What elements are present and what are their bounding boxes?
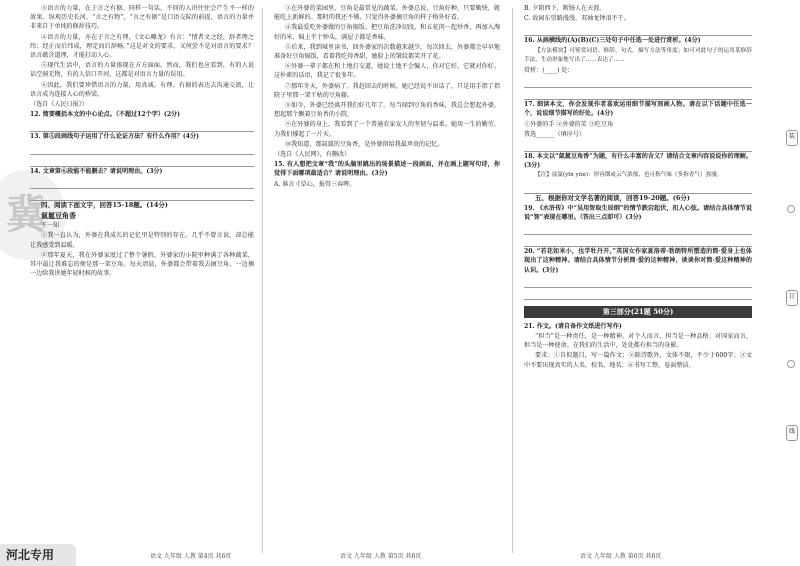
story-paragraph: ⑩我知道，那氤氲的豆角香，是外婆留给我最珍贵的记忆。 — [285, 140, 444, 148]
story-author: 王一知 — [41, 222, 60, 230]
answer-line[interactable] — [30, 189, 254, 201]
story-paragraph: ⑦那年冬天，外婆病了。我赶回去的时候，她已经说不出话了，只是用手指了指院子里那一架干枯的豆角藤。 — [274, 82, 500, 99]
page-footer: 语文 九年级 人教 第5页 共6页 — [340, 553, 422, 560]
binding-tab-xian: 线 — [786, 425, 798, 441]
answer-line[interactable] — [524, 223, 752, 235]
answer-line[interactable] — [30, 155, 254, 167]
part-3-banner: 第三部分(21题 50分) — [524, 306, 752, 318]
essay-requirements: 要求：①自拟题目，写一篇作文；②除诗歌外，文体不限，不少于600字；③文中不要出现真实的人名、校名、地名；④书写工整，卷面整洁。 — [524, 352, 752, 369]
story-paragraph: ⑨在外婆的身上，我看到了一个普通农家女人的坚韧与温柔。她用一生的勤劳，为我们撑起了一片天。 — [274, 121, 500, 138]
essay-paragraph: ③语言的力量，在于言之有据。同样一句话，不同的人讲往往会产生不一样的效果。纵观历史长河，“言之有物”，“言之有据”是口语交际的前提，语言的力量并非来自于单纯的修辞技巧。 — [30, 5, 254, 31]
section-5-heading: 五、根据你对文学名著的阅读，回答19-20题。(6分) — [535, 193, 690, 202]
story-paragraph: ④我最爱吃外婆做的豆角焖饭。把豆角洗净切段，和五花肉一起炒香，再加入淘好的米，焖上半个钟头，满屋子都是香味。 — [274, 24, 500, 41]
q18-note: 【注】氤氲(yīn yūn)：形容烟或云气浓郁，也可指气味（多指香气）弥漫。 — [535, 172, 723, 179]
binding-tab-zhuang: 装 — [786, 130, 798, 146]
answer-line[interactable] — [524, 235, 752, 247]
q17-choice: 我选______（填序号） — [524, 130, 585, 138]
story-paragraph: ③在外婆的菜园里，豆角是最常见的蔬菜。外婆总说，豆角好种，只要勤快，就能吃上新鲜的。那时的我还不懂，只觉得外婆摘豆角的样子格外好看。 — [274, 5, 500, 22]
story-paragraph: ②那年夏天，我在外婆家度过了整个暑假。外婆家的小院里种满了各种蔬菜，其中最让我难忘的便是那一架豆角。每天清晨，外婆都会带着我去摘豆角，一边摘一边给我讲她年轻时候的故事。 — [30, 251, 254, 278]
binding-hole — [787, 205, 795, 213]
page-5-column — [274, 0, 500, 566]
answer-line[interactable] — [524, 182, 752, 194]
story-paragraph: ①我一直认为，外婆在我成长的记忆里是特别的存在。几乎不曾言说，却总能让我感受到温暖。 — [30, 232, 254, 249]
answer-line[interactable] — [30, 120, 254, 132]
page-footer: 语文 九年级 人教 第4页 共6页 — [150, 553, 232, 560]
answer-line[interactable] — [30, 143, 254, 155]
essay-prompt: “担当”是一种责任，是一种精神。对个人而言，担当是一种品格；对国家而言，担当是一种使命。在我们的生活中，处处都有担当的身影。 — [524, 333, 752, 350]
option-c[interactable]: C. 故园东望路漫漫，双袖龙钟泪不干。 — [524, 15, 630, 23]
answer-line[interactable] — [524, 140, 752, 152]
answer-line[interactable] — [524, 276, 752, 288]
question-12: 12. 简要概括本文的中心论点。（不超过12个字）(2分) — [30, 111, 181, 119]
page-6-column — [524, 0, 752, 566]
method-tip: 【方法模块】可鉴赏词语、修辞、句式、描写方法等角度；如可对此句子的运用某修辞手法，生动形象地写出了……表达了…… — [524, 47, 752, 63]
essay-paragraph: ⑤现代生活中，语言的力量体现在方方面面。然而，我们也应看到，有的人说话空洞无物，有的人信口开河，这都是对语言力量的误用。 — [30, 62, 254, 79]
question-19: 19. 《水浒传》中“吴用智取生辰纲”的情节跌宕起伏，扣人心弦。请结合具体情节说说“智”表现在哪里。（答出三点即可）(3分) — [524, 204, 752, 222]
binding-hole — [787, 360, 795, 368]
question-14: 14. 文章第⑥段能不能删去？请说明理由。(3分) — [30, 167, 163, 175]
question-20: 20. “若花如米小，也学牡丹开。”英国女作家夏洛蒂·勃朗特所塑造的简·爱身上也体现出了这种精神。请结合具体情节分析简·爱的这种精神，谈谈你对简·爱这种精神的认识。(3分) — [524, 248, 752, 274]
option-b[interactable]: B. 夕阳西下，断肠人在天涯。 — [524, 5, 606, 12]
page-4-column — [30, 0, 254, 566]
essay-source: （选自《人民日报》） — [30, 101, 88, 109]
column-divider — [512, 8, 513, 553]
watermark-stamp: 冀 — [0, 170, 66, 260]
q17-options: ①外婆的手 ②外婆的笑 ③吃豆角 — [524, 120, 614, 128]
question-21: 21. 作文。(请自备作文纸进行写作) — [524, 322, 622, 330]
story-paragraph: ⑧如今，外婆已经离开我们好几年了。每当闻到豆角的香味，我总会想起外婆，想起那个飘着豆角香的小院。 — [274, 102, 500, 119]
column-divider — [262, 8, 263, 553]
question-18: 18. 本文以“氤氲豆角香”为题，有什么丰富的含义？请结合文章内容说说你的理解。(3分) — [524, 153, 752, 170]
question-17: 17. 细读本文，你会发现作者喜欢运用细节描写刻画人物。请在以下话题中任选一个，说说细节描写的好处。(4分) — [524, 101, 752, 118]
story-source: （选自《人民网》，有删改） — [274, 151, 351, 159]
option-a[interactable]: A. 谁言寸草心，报得三春晖。 — [274, 180, 356, 188]
binding-tab-ding: 订 — [786, 290, 798, 306]
q16-choice: 赏析：(____) 处： — [524, 67, 574, 75]
region-label: 河北专用 — [0, 544, 76, 566]
answer-line[interactable] — [524, 88, 752, 100]
answer-line[interactable] — [524, 24, 752, 36]
question-15: 15. 有人想把文章“我”的头脑里跳出的场景描述一段画面，并在画上题写句诗，你觉得下面哪项最适合？请说明理由。(3分) — [274, 161, 500, 178]
answer-line[interactable] — [524, 76, 752, 88]
answer-line[interactable] — [524, 288, 752, 300]
question-13: 13. 第⑤段画线句子运用了什么论证方法？有什么作用？(4分) — [30, 133, 199, 141]
question-16: 16. 从画横线的(A)(B)(C)三处句子中任选一处进行赏析。(4分) — [524, 37, 701, 45]
essay-paragraph: ⑥因此，我们要珍惜语言的力量，用真诚、有理、有据的表达去沟通交流，让语言成为连接人心的桥梁。 — [30, 81, 254, 98]
story-title: 氤氲豆角香 — [41, 211, 76, 221]
page-footer: 语文 九年级 人教 第6页 共6页 — [580, 553, 662, 560]
section-4-heading: 四、阅读下面文字，回答15-18题。(14分) — [41, 200, 168, 209]
answer-line[interactable] — [30, 177, 254, 189]
story-paragraph: ⑤后来，我到城里读书，回外婆家的次数越来越少。每次回去，外婆都会早早地准备好豆角焖饭，看着我吃得香甜，她脸上的皱纹都笑开了花。 — [274, 43, 500, 61]
essay-paragraph: ④语言的力量，亦在于言之有理。《文心雕龙》有言：“情者文之经，辞者理之纬；经正而后纬成，理定而后辞畅。”这是对文的要求，又何尝不是对语言的要求？语言蕴含道理，才能打动人心。 — [30, 33, 254, 60]
story-paragraph: ⑥外婆一辈子都在和土地打交道，她说土地不会骗人，你对它好，它就对你好。这朴素的话语，我记了很多年。 — [274, 63, 500, 80]
